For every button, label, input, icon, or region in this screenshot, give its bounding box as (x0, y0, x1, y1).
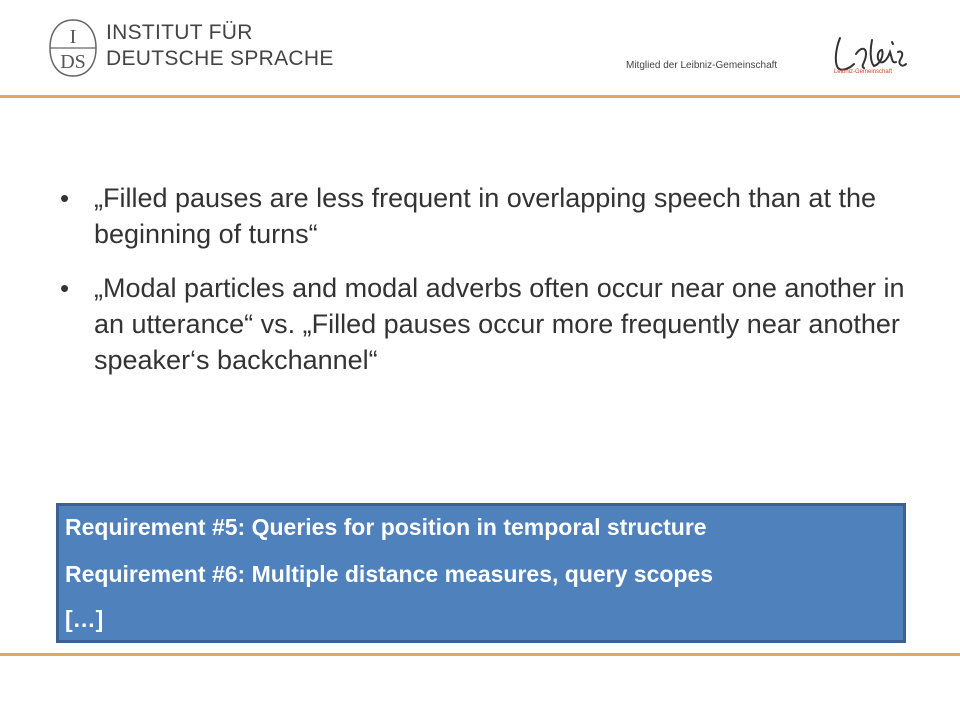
institute-name (106, 20, 334, 72)
bullet-item (58, 270, 918, 378)
requirements-box (56, 503, 906, 643)
bullet-marker-icon: • (60, 273, 70, 303)
logo-mark-bottom: DS (60, 51, 86, 73)
bullet-item (58, 180, 918, 252)
leibniz-subtitle: Leibniz-Gemeinschaft (834, 69, 893, 75)
requirement-line: Requirement #6: Multiple distance measures, query scopes (65, 561, 714, 587)
membership-text: Mitglied der Leibniz-Gemeinschaft (626, 60, 778, 71)
footer-divider (0, 653, 960, 656)
institute-line-1: INSTITUT FÜR (106, 21, 253, 44)
bullet-text: „Filled pauses are less frequent in overlapping speech than at the beginning of turns“ (94, 183, 876, 249)
bullet-list (58, 180, 918, 396)
institute-line-2: DEUTSCHE SPRACHE (106, 47, 334, 70)
requirement-line: Requirement #5: Queries for position in temporal structure (65, 514, 707, 540)
bullet-marker-icon: • (60, 183, 70, 213)
header-divider (0, 95, 960, 98)
logo-mark-top: I (69, 26, 77, 48)
ids-logo-icon (46, 18, 100, 78)
requirement-line: […] (65, 606, 104, 632)
bullet-text: „Modal particles and modal adverbs often occur near one another in an utterance“ vs. „Filled pauses occur more frequently near another speaker‘s backchannel“ (94, 273, 905, 375)
leibniz-logo-icon (826, 28, 910, 88)
